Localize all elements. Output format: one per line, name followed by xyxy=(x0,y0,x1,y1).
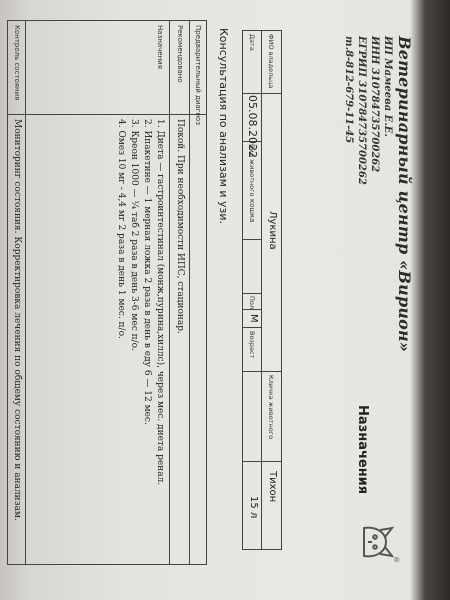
recommended-label: Рекомендовано xyxy=(176,25,184,83)
control-value: Мониторинг состояния. Корректировка лечения по общему состоянию и анализам. xyxy=(12,119,22,521)
clinic-name: Ветеринарный центр «Вирион» xyxy=(395,36,414,353)
pet-name-label: Кличка животного xyxy=(267,375,275,440)
control-label: Контроль состояния xyxy=(13,25,21,101)
diagnosis-label: Предварительный диагноз xyxy=(194,25,202,126)
prescriptions-label: Назначения xyxy=(156,25,164,69)
date-label: Дата xyxy=(248,34,256,51)
age-value: 15 л xyxy=(248,496,259,519)
prescription-item: 2. Ипакетине — 1 мерная ложка 2 раза в день в еду 6 — 12 мес. xyxy=(142,119,152,425)
prescription-item: 1. Диета — гастроинтестинал (монж,пурина,хиллс), через мес. диета ренал. xyxy=(155,119,165,486)
sex-label: Пол xyxy=(248,296,256,310)
document-title: Назначения xyxy=(355,405,370,495)
pet-name-value: Тихон xyxy=(267,471,278,503)
date-value: 05.08.2022 xyxy=(246,95,259,158)
clinic-phone: т.8-812-679-11-45 xyxy=(343,36,354,144)
consultation-note: Консультация по анализам и узи. xyxy=(217,28,230,225)
registered-mark: ® xyxy=(392,556,400,563)
age-label: Возраст xyxy=(248,331,256,359)
prescription-item: 3. Креон 1000 — ¼ таб 2 раза в день 3-6 мес п/о. xyxy=(129,119,139,351)
species-label: Вид животного xyxy=(248,144,256,197)
clinic-owner: ИП Мамеева Е.Е. xyxy=(382,36,393,137)
cat-logo-icon xyxy=(364,528,392,557)
prescription-table xyxy=(7,20,207,565)
species-value: кошка xyxy=(248,199,256,223)
owner-label: ФИО владельца xyxy=(267,34,275,89)
recommended-value: Покой. При необходимости ИПС, стационар. xyxy=(175,119,185,334)
prescription-item: 4. Омез 10 мг - 4,4 мг 2 раза в день 1 мес. п/о. xyxy=(116,119,126,339)
clinic-ogrnip: ЕГРИП 310784735700262 xyxy=(356,36,367,185)
sex-value: М xyxy=(248,314,259,323)
clinic-inn: ИНН 310784735700262 xyxy=(369,36,380,173)
clinic-logo xyxy=(356,520,400,564)
owner-value: Лукина xyxy=(267,211,278,250)
patient-info-table xyxy=(242,30,282,550)
